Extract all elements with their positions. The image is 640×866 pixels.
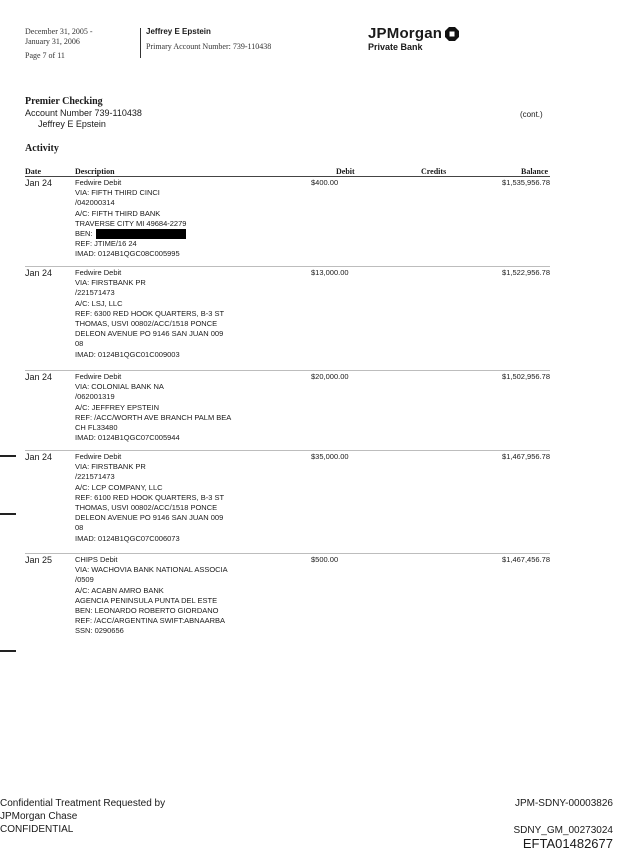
- txn-description-line: [75, 413, 231, 423]
- statement-period: [25, 27, 93, 61]
- row-separator: [25, 370, 550, 371]
- margin-tick: [0, 455, 16, 457]
- txn-date: Jan 24: [25, 178, 53, 188]
- txn-description-line: [75, 534, 224, 544]
- txn-description-line: [75, 319, 224, 329]
- txn-line-text: Fedwire Debit: [75, 178, 122, 187]
- txn-description-line: [75, 433, 231, 443]
- txn-description-line: [75, 198, 186, 208]
- margin-tick: [0, 513, 16, 515]
- txn-line-text: Fedwire Debit: [75, 452, 122, 461]
- txn-description-line: [75, 575, 228, 585]
- txn-description-line: [75, 555, 228, 565]
- txn-description-line: [75, 513, 224, 523]
- txn-description-line: [75, 565, 228, 575]
- txn-description-line: [75, 188, 186, 198]
- txn-line-text: /042000314: [75, 198, 115, 208]
- txn-description-line: [75, 586, 228, 596]
- txn-description-line: [75, 423, 231, 433]
- brand-subtitle: Private Bank: [368, 42, 423, 52]
- txn-description-line: [75, 329, 224, 339]
- txn-line-text: REF: JTIME/16 24: [75, 239, 137, 249]
- txn-line-text: /221571473: [75, 288, 115, 298]
- txn-debit: $500.00: [311, 555, 339, 564]
- txn-line-text: SSN: 0290656: [75, 626, 124, 636]
- col-debit: Debit: [336, 167, 355, 176]
- txn-description-line: [75, 493, 224, 503]
- txn-debit: $20,000.00: [311, 372, 349, 381]
- txn-line-text: CH FL33480: [75, 423, 118, 433]
- col-date: Date: [25, 167, 41, 176]
- account-holder: Jeffrey E Epstein: [38, 119, 106, 129]
- txn-line-text: /0509: [75, 575, 94, 585]
- txn-debit: $35,000.00: [311, 452, 349, 461]
- txn-description-line: [75, 503, 224, 513]
- txn-description-line: [75, 523, 224, 533]
- txn-line-text: A/C: FIFTH THIRD BANK: [75, 208, 161, 218]
- txn-line-text: THOMAS, USVI 00802/ACC/1518 PONCE: [75, 319, 218, 329]
- txn-line-text: IMAD: 0124B1QGC07C005944: [75, 433, 180, 443]
- txn-line-text: BEN: LEONARDO ROBERTO GIORDANO: [75, 606, 219, 616]
- txn-balance: $1,522,956.78: [502, 268, 550, 277]
- confidential-line-3: CONFIDENTIAL: [0, 824, 74, 835]
- txn-line-text: IMAD: 0124B1QGC07C006073: [75, 533, 180, 543]
- margin-tick: [0, 650, 16, 652]
- txn-description-line: [75, 382, 231, 392]
- txn-line-text: 08: [75, 339, 84, 349]
- txn-line-text: BEN:: [75, 229, 93, 239]
- txn-line-text: DELEON AVENUE PO 9146 SAN JUAN 009: [75, 513, 224, 523]
- txn-description: [75, 452, 224, 544]
- txn-description-line: [75, 372, 231, 382]
- txn-line-text: A/C: ACABN AMRO BANK: [75, 585, 164, 595]
- txn-description-line: [75, 596, 228, 606]
- col-balance: Balance: [521, 167, 549, 176]
- txn-line-text: /062001319: [75, 392, 115, 402]
- txn-line-text: Fedwire Debit: [75, 372, 122, 381]
- txn-line-text: IMAD: 0124B1QGC08C005995: [75, 249, 180, 259]
- txn-line-text: IMAD: 0124B1QGC01C009003: [75, 349, 180, 359]
- txn-description-line: [75, 616, 228, 626]
- txn-description-line: [75, 392, 231, 402]
- confidential-line-2: JPMorgan Chase: [0, 811, 78, 822]
- txn-description-line: [75, 350, 224, 360]
- row-separator: [25, 553, 550, 554]
- period-end: January 31, 2006: [25, 37, 80, 46]
- txn-line-text: REF: 6100 RED HOOK QUARTERS, B-3 ST: [75, 492, 225, 502]
- txn-description-line: [75, 268, 224, 278]
- txn-line-text: REF: /ACC/WORTH AVE BRANCH PALM BEA: [75, 412, 232, 422]
- confidential-notice: [0, 797, 165, 836]
- account-holder-name: Jeffrey E Epstein: [146, 27, 211, 36]
- txn-description: [75, 555, 228, 637]
- txn-date: Jan 24: [25, 452, 53, 462]
- txn-description-line: [75, 483, 224, 493]
- txn-line-text: A/C: JEFFREY EPSTEIN: [75, 402, 160, 412]
- txn-balance: $1,502,956.78: [502, 372, 550, 381]
- chase-octagon-icon: [445, 27, 459, 41]
- txn-description-line: [75, 278, 224, 288]
- txn-date: Jan 25: [25, 555, 53, 565]
- bates-number-1: JPM-SDNY-00003826: [514, 798, 613, 809]
- txn-description-line: [75, 209, 186, 219]
- txn-line-text: AGENCIA PENINSULA PUNTA DEL ESTE: [75, 595, 218, 605]
- txn-line-text: THOMAS, USVI 00802/ACC/1518 PONCE: [75, 503, 218, 513]
- section-title: Premier Checking: [25, 96, 103, 107]
- txn-date: Jan 24: [25, 372, 53, 382]
- txn-description-line: [75, 403, 231, 413]
- txn-debit: $400.00: [311, 178, 339, 187]
- txn-line-text: REF: 6300 RED HOOK QUARTERS, B-3 ST: [75, 308, 225, 318]
- txn-line-text: DELEON AVENUE PO 9146 SAN JUAN 009: [75, 329, 224, 339]
- txn-description-line: [75, 288, 224, 298]
- row-separator: [25, 266, 550, 267]
- primary-account-number: Primary Account Number: 739-110438: [146, 42, 272, 51]
- txn-description: [75, 178, 186, 260]
- txn-line-text: REF: /ACC/ARGENTINA SWIFT:ABNAARBA: [75, 616, 226, 626]
- txn-description: [75, 268, 224, 360]
- confidential-line-1: Confidential Treatment Requested by: [0, 798, 166, 809]
- txn-description-line: [75, 219, 186, 229]
- account-holder-block: [146, 27, 271, 51]
- period-start: December 31, 2005 -: [25, 27, 93, 36]
- txn-date: Jan 24: [25, 268, 53, 278]
- txn-line-text: VIA: WACHOVIA BANK NATIONAL ASSOCIA: [75, 565, 228, 575]
- txn-balance: $1,467,956.78: [502, 452, 550, 461]
- txn-line-text: VIA: FIRSTBANK PR: [75, 278, 146, 288]
- page-number: Page 7 of 11: [25, 51, 65, 60]
- header-rule: [25, 176, 550, 177]
- account-number: Account Number 739-110438: [25, 108, 142, 118]
- txn-balance: $1,535,956.78: [502, 178, 550, 187]
- bates-number-2: SDNY_GM_00273024: [513, 825, 613, 836]
- txn-description-line: [75, 239, 186, 249]
- txn-line-text: TRAVERSE CITY MI 49684-2279: [75, 218, 187, 228]
- continued-label: (cont.): [520, 110, 543, 119]
- redaction-bar: [96, 229, 186, 239]
- txn-line-text: A/C: LCP COMPANY, LLC: [75, 482, 163, 492]
- txn-description-line: [75, 229, 186, 239]
- txn-line-text: CHIPS Debit: [75, 555, 118, 564]
- txn-description-line: [75, 309, 224, 319]
- txn-line-text: VIA: COLONIAL BANK NA: [75, 382, 164, 392]
- txn-line-text: VIA: FIFTH THIRD CINCI: [75, 188, 160, 198]
- efta-number: EFTA01482677: [522, 836, 613, 851]
- txn-description-line: [75, 339, 224, 349]
- txn-line-text: A/C: LSJ, LLC: [75, 298, 123, 308]
- activity-heading: Activity: [25, 143, 59, 154]
- txn-description-line: [75, 299, 224, 309]
- txn-description-line: [75, 178, 186, 188]
- brand-name: JPMorgan: [368, 25, 443, 42]
- col-description: Description: [75, 167, 115, 176]
- jpmorgan-logo: [368, 25, 459, 52]
- txn-description-line: [75, 462, 224, 472]
- txn-description-line: [75, 626, 228, 636]
- txn-line-text: /221571473: [75, 472, 115, 482]
- txn-line-text: VIA: FIRSTBANK PR: [75, 462, 146, 472]
- txn-balance: $1,467,456.78: [502, 555, 550, 564]
- col-credits: Credits: [421, 167, 447, 176]
- txn-line-text: Fedwire Debit: [75, 268, 122, 277]
- txn-description-line: [75, 249, 186, 259]
- txn-description-line: [75, 606, 228, 616]
- row-separator: [25, 450, 550, 451]
- txn-description: [75, 372, 231, 443]
- txn-description-line: [75, 472, 224, 482]
- txn-description-line: [75, 452, 224, 462]
- header-divider: [140, 28, 141, 58]
- txn-debit: $13,000.00: [311, 268, 349, 277]
- txn-line-text: 08: [75, 523, 84, 533]
